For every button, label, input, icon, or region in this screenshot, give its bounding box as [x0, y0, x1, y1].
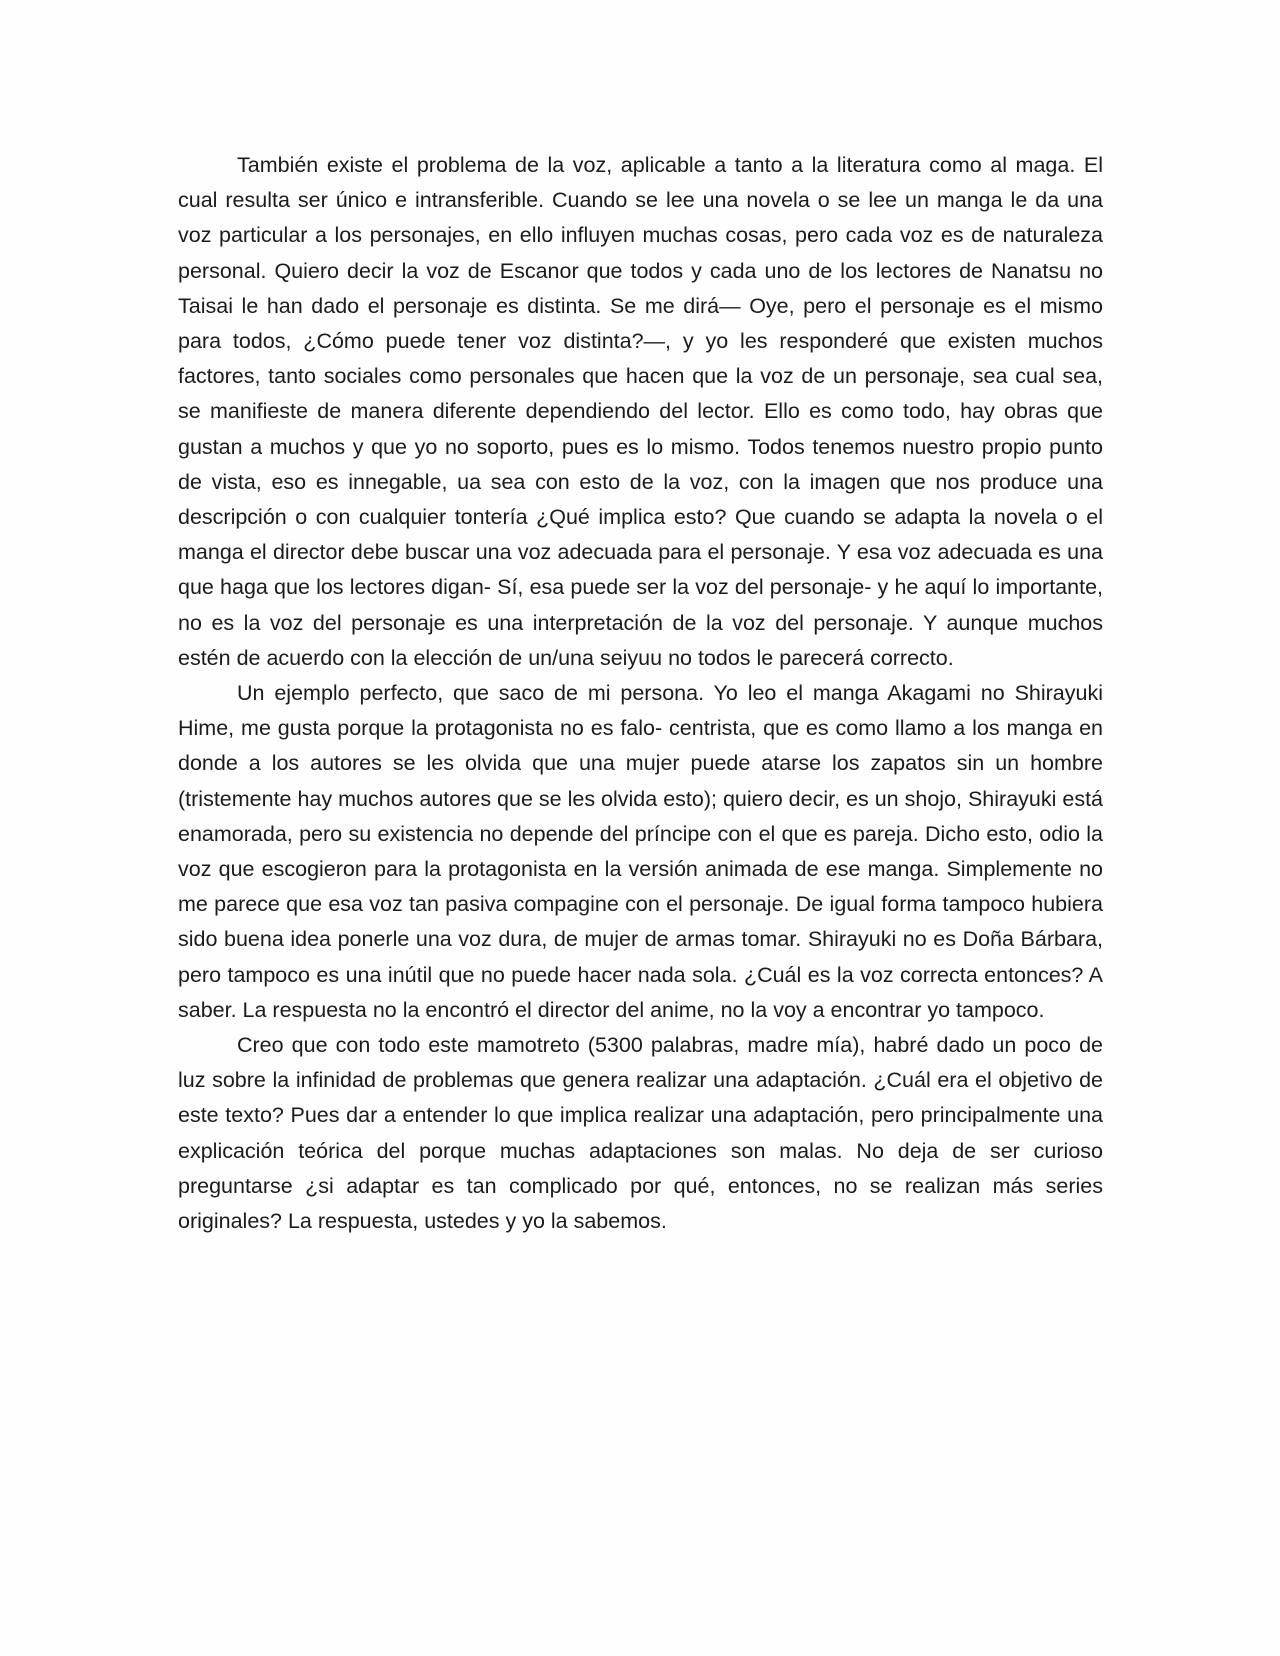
paragraph-3: Creo que con todo este mamotreto (5300 palabras, madre mía), habré dado un poco de luz sobre la infinidad de problemas que genera realizar una adaptación. ¿Cuál era el objetivo de este texto? Pues dar a entender lo que implica realizar una adaptación, pero principalmente una explicación teórica del porque muchas adaptaciones son malas. No deja de ser curioso preguntarse ¿si adaptar es tan complicado por qué, entonces, no se realizan más series originales? La respuesta, ustedes y yo la sabemos.: [178, 1033, 1103, 1234]
paragraph-2: Un ejemplo perfecto, que saco de mi persona. Yo leo el manga Akagami no Shirayuki Hime, me gusta porque la protagonista no es falo- centrista, que es como llamo a los manga en donde a los autores se les olvida que una mujer puede atarse los zapatos sin un hombre (tristemente hay muchos autores que se les olvida esto); quiero decir, es un shojo, Shirayuki está enamorada, pero su existencia no depende del príncipe con el que es pareja. Dicho esto, odio la voz que escogieron para la protagonista en la versión animada de ese manga. Simplemente no me parece que esa voz tan pasiva compagine con el personaje. De igual forma tampoco hubiera sido buena idea ponerle una voz dura, de mujer de armas tomar. Shirayuki no es Doña Bárbara, pero tampoco es una inútil que no puede hacer nada sola. ¿Cuál es la voz correcta entonces? A saber. La respuesta no la encontró el director del anime, no la voy a encontrar yo tampoco.: [178, 681, 1103, 1022]
paragraph-1: También existe el problema de la voz, aplicable a tanto a la literatura como al maga. El cual resulta ser único e intransferible. Cuando se lee una novela o se lee un manga le da una voz particular a los personajes, en ello influyen muchas cosas, pero cada voz es de naturaleza personal. Quiero decir la voz de Escanor que todos y cada uno de los lectores de Nanatsu no Taisai le han dado el personaje es distinta. Se me dirá— Oye, pero el personaje es el mismo para todos, ¿Cómo puede tener voz distinta?—, y yo les responderé que existen muchos factores, tanto sociales como personales que hacen que la voz de un personaje, sea cual sea, se manifieste de manera diferente dependiendo del lector. Ello es como todo, hay obras que gustan a muchos y que yo no soporto, pues es lo mismo. Todos tenemos nuestro propio punto de vista, eso es innegable, ua sea con esto de la voz, con la imagen que nos produce una descripción o con cualquier tontería ¿Qué implica esto? Que cuando se adapta la novela o el manga el director debe buscar una voz adecuada para el personaje. Y esa voz adecuada es una que haga que los lectores digan- Sí, esa puede ser la voz del personaje- y he aquí lo importante, no es la voz del personaje es una interpretación de la voz del personaje. Y aunque muchos estén de acuerdo con la elección de un/una seiyuu no todos le parecerá correcto.: [178, 153, 1103, 670]
body-text: [178, 148, 1103, 1239]
